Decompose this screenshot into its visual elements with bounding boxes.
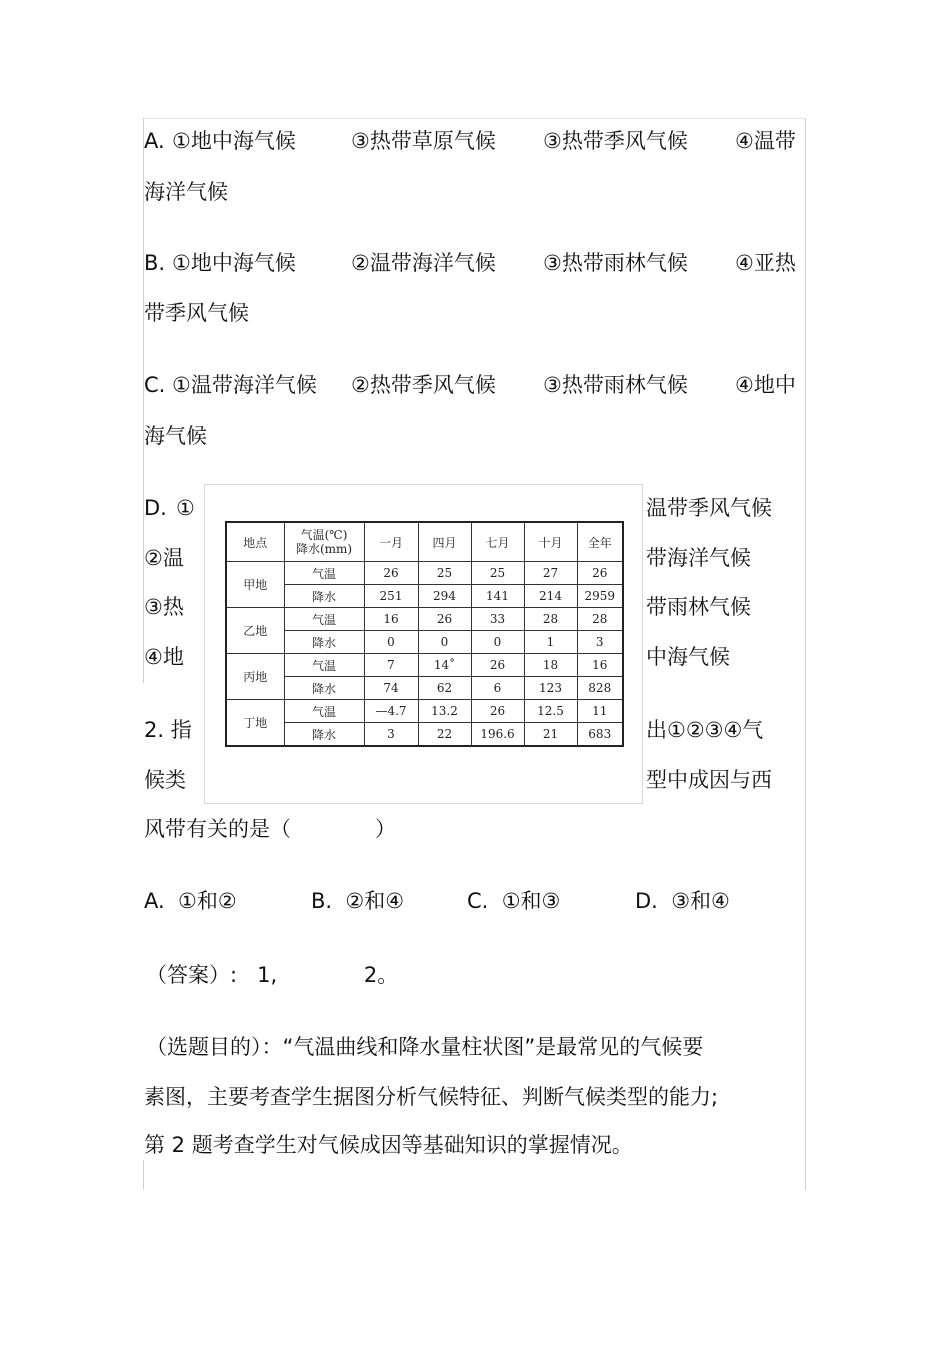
page-frame-left-lower [143, 1160, 144, 1190]
option-d-right-2: 带海洋气候 [646, 546, 751, 570]
option-c-item-4: ④地中 [735, 373, 796, 397]
value-cell: 16 [364, 608, 418, 631]
table-row [226, 677, 623, 700]
header-metric-top: 气温(℃) [300, 528, 348, 542]
option-d-left-1: ① [176, 496, 195, 520]
header-month-1: 一月 [364, 522, 418, 562]
purpose-line-2: 素图，主要考查学生据图分析气候特征、判断气候类型的能力; [144, 1085, 719, 1109]
header-month-2: 四月 [418, 522, 471, 562]
header-metric [284, 522, 364, 562]
value-cell: 25 [418, 562, 471, 585]
value-cell: 0 [418, 631, 471, 654]
option-d-right-4: 中海气候 [646, 645, 730, 669]
q2-option-d: D. ③和④ [635, 889, 730, 913]
option-a-item-1: ①地中海气候 [172, 129, 296, 153]
metric-cell: 降水 [284, 585, 364, 608]
metric-cell: 降水 [284, 723, 364, 747]
purpose-line-1: （选题目的）：“气温曲线和降水量柱状图”是最常见的气候要 [146, 1035, 704, 1059]
value-cell: 12.5 [524, 700, 577, 723]
value-cell: 196.6 [471, 723, 524, 747]
option-b-item-4: ④亚热 [735, 251, 796, 275]
q2-right-2: 型中成因与西 [646, 768, 772, 792]
header-month-3: 七月 [471, 522, 524, 562]
table-row [226, 700, 623, 723]
option-b-wrap: 带季风气候 [144, 301, 249, 325]
option-b-letter: B. [144, 251, 166, 275]
value-cell: 13.2 [418, 700, 471, 723]
page-frame-right [805, 118, 806, 1190]
option-d-letter: D. [144, 496, 167, 520]
value-cell: 1 [524, 631, 577, 654]
value-cell: 28 [524, 608, 577, 631]
value-cell: —4.7 [364, 700, 418, 723]
metric-cell: 气温 [284, 654, 364, 677]
table-row [226, 562, 623, 585]
value-cell: 123 [524, 677, 577, 700]
q2-option-b: B. ②和④ [311, 889, 405, 913]
metric-cell: 气温 [284, 608, 364, 631]
value-cell: 27 [524, 562, 577, 585]
value-cell: 26 [418, 608, 471, 631]
header-metric-bottom: 降水(mm) [295, 542, 353, 556]
option-c-wrap: 海气候 [144, 424, 207, 448]
value-cell: 294 [418, 585, 471, 608]
value-cell: 22 [418, 723, 471, 747]
option-d-left-2: ②温 [144, 546, 184, 570]
option-c-item-1: ①温带海洋气候 [172, 373, 317, 397]
table-row [226, 608, 623, 631]
value-cell: 6 [471, 677, 524, 700]
value-cell: 74 [364, 677, 418, 700]
value-cell: 2959 [577, 585, 623, 608]
value-cell: 62 [418, 677, 471, 700]
place-cell: 丙地 [226, 654, 284, 700]
value-cell: 26 [577, 562, 623, 585]
table-row [226, 723, 623, 747]
header-month-5: 全年 [577, 522, 623, 562]
header-place: 地点 [226, 522, 284, 562]
option-b-item-1: ①地中海气候 [172, 251, 296, 275]
table-row [226, 631, 623, 654]
value-cell: 25 [471, 562, 524, 585]
value-cell: 26 [471, 700, 524, 723]
metric-cell: 降水 [284, 677, 364, 700]
table-row [226, 654, 623, 677]
option-d-left-3: ③热 [144, 595, 184, 619]
q2-left-1: 2. 指 [144, 718, 192, 742]
value-cell: 11 [577, 700, 623, 723]
option-a-item-2: ③热带草原气候 [351, 129, 496, 153]
option-d-left-4: ④地 [144, 645, 184, 669]
value-cell: 26 [364, 562, 418, 585]
value-cell: 28 [577, 608, 623, 631]
value-cell: 3 [364, 723, 418, 747]
value-cell: 214 [524, 585, 577, 608]
page-frame-top [143, 118, 806, 119]
value-cell: 828 [577, 677, 623, 700]
value-cell: 141 [471, 585, 524, 608]
value-cell: 251 [364, 585, 418, 608]
option-c-letter: C. [144, 373, 166, 397]
value-cell: 3 [577, 631, 623, 654]
value-cell: 18 [524, 654, 577, 677]
value-cell: 683 [577, 723, 623, 747]
metric-cell: 降水 [284, 631, 364, 654]
value-cell: 16 [577, 654, 623, 677]
place-cell: 丁地 [226, 700, 284, 747]
option-c-item-2: ②热带季风气候 [351, 373, 496, 397]
option-c-item-3: ③热带雨林气候 [543, 373, 688, 397]
option-a-item-3: ③热带季风气候 [543, 129, 688, 153]
purpose-line-3: 第 2 题考查学生对气候成因等基础知识的掌握情况。 [144, 1133, 633, 1157]
place-cell: 甲地 [226, 562, 284, 608]
metric-cell: 气温 [284, 700, 364, 723]
option-b-item-2: ②温带海洋气候 [351, 251, 496, 275]
q2-left-2: 候类 [144, 768, 186, 792]
value-cell: 0 [471, 631, 524, 654]
q2-right-1: 出①②③④气 [646, 718, 764, 742]
answer-line: （答案）: 1, 2。 [146, 963, 399, 987]
q2-line-3: 风带有关的是（ ） [144, 817, 396, 841]
option-d-right-1: 温带季风气候 [646, 496, 772, 520]
q2-option-a: A. ①和② [144, 889, 237, 913]
option-b-item-3: ③热带雨林气候 [543, 251, 688, 275]
value-cell: 33 [471, 608, 524, 631]
header-month-4: 十月 [524, 522, 577, 562]
option-d-right-3: 带雨林气候 [646, 595, 751, 619]
table-header-row [226, 522, 623, 562]
value-cell: 21 [524, 723, 577, 747]
option-a-wrap: 海洋气候 [144, 180, 228, 204]
option-a-letter: A. [144, 129, 165, 153]
value-cell: 26 [471, 654, 524, 677]
option-a-item-4: ④温带 [735, 129, 796, 153]
climate-table-image [204, 484, 643, 804]
q2-option-c: C. ①和③ [467, 889, 561, 913]
table-row [226, 585, 623, 608]
value-cell: 14˚ [418, 654, 471, 677]
climate-data-table [225, 521, 624, 747]
place-cell: 乙地 [226, 608, 284, 654]
value-cell: 7 [364, 654, 418, 677]
value-cell: 0 [364, 631, 418, 654]
metric-cell: 气温 [284, 562, 364, 585]
